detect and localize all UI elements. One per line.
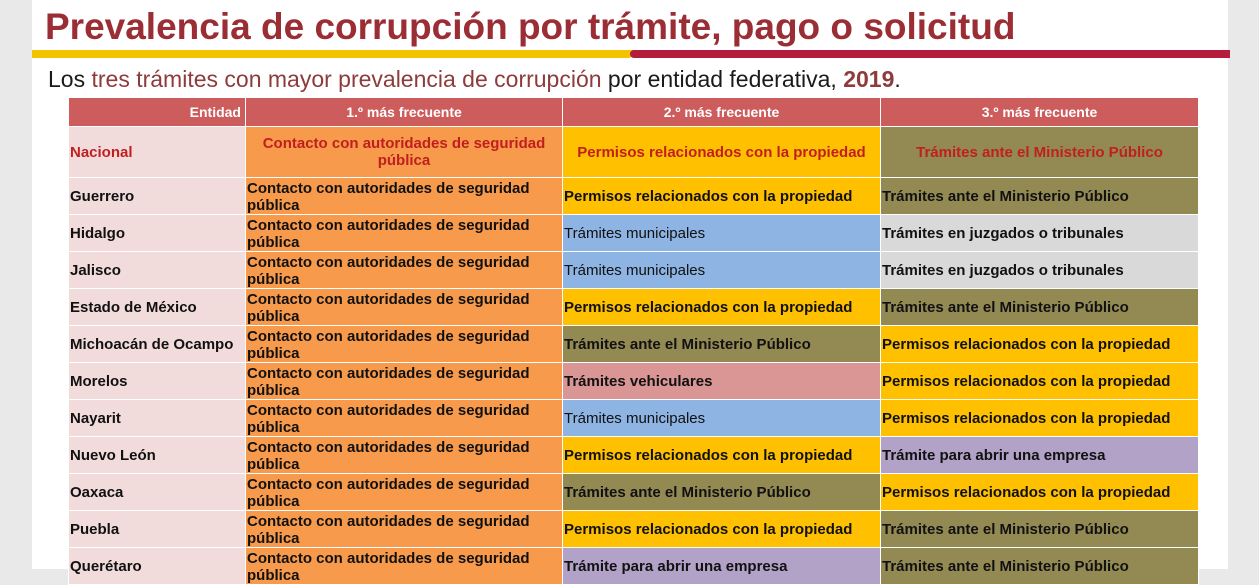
row-third: Permisos relacionados con la propiedad: [881, 363, 1199, 400]
row-first: Contacto con autoridades de seguridad pública: [246, 400, 563, 437]
corruption-table: [68, 97, 1199, 585]
row-second: Trámites municipales: [563, 252, 881, 289]
row-third: Permisos relacionados con la propiedad: [881, 400, 1199, 437]
national-row: [69, 127, 1199, 178]
row-second: Permisos relacionados con la propiedad: [563, 289, 881, 326]
row-entity: Jalisco: [69, 252, 246, 289]
row-third: Permisos relacionados con la propiedad: [881, 326, 1199, 363]
header-third: 3.º más frecuente: [881, 98, 1199, 127]
row-third: Permisos relacionados con la propiedad: [881, 474, 1199, 511]
header-first: 1.º más frecuente: [246, 98, 563, 127]
national-first: Contacto con autoridades de seguridad pública: [246, 127, 563, 178]
header-second: 2.º más frecuente: [563, 98, 881, 127]
row-entity: Guerrero: [69, 178, 246, 215]
table-row: [69, 289, 1199, 326]
table-row: [69, 474, 1199, 511]
row-first: Contacto con autoridades de seguridad pública: [246, 215, 563, 252]
row-first: Contacto con autoridades de seguridad pública: [246, 252, 563, 289]
subtitle-year: 2019: [843, 66, 895, 92]
row-second: Permisos relacionados con la propiedad: [563, 511, 881, 548]
row-second: Trámites ante el Ministerio Público: [563, 474, 881, 511]
subtitle-end: .: [894, 66, 901, 92]
table-row: [69, 215, 1199, 252]
row-entity: Puebla: [69, 511, 246, 548]
table-row: [69, 363, 1199, 400]
page-title: Prevalencia de corrupción por trámite, pago o solicitud: [45, 6, 1016, 47]
title-underline-red: [630, 50, 1230, 58]
table-row: [69, 400, 1199, 437]
row-second: Trámites municipales: [563, 400, 881, 437]
row-second: Trámite para abrir una empresa: [563, 548, 881, 585]
table-row: [69, 437, 1199, 474]
subtitle-mid: por entidad federativa,: [601, 66, 844, 92]
row-second: Trámites ante el Ministerio Público: [563, 326, 881, 363]
table-row: [69, 252, 1199, 289]
row-entity: Nayarit: [69, 400, 246, 437]
row-entity: Hidalgo: [69, 215, 246, 252]
national-second: Permisos relacionados con la propiedad: [563, 127, 881, 178]
row-second: Trámites municipales: [563, 215, 881, 252]
subtitle-pre: Los: [48, 66, 92, 92]
slide-page: [32, 0, 1228, 584]
table-header-row: [69, 98, 1199, 127]
row-entity: Morelos: [69, 363, 246, 400]
row-third: Trámites ante el Ministerio Público: [881, 289, 1199, 326]
row-first: Contacto con autoridades de seguridad pública: [246, 178, 563, 215]
row-first: Contacto con autoridades de seguridad pública: [246, 511, 563, 548]
table-row: [69, 511, 1199, 548]
row-entity: Oaxaca: [69, 474, 246, 511]
row-second: Permisos relacionados con la propiedad: [563, 178, 881, 215]
table-row: [69, 326, 1199, 363]
row-first: Contacto con autoridades de seguridad pública: [246, 326, 563, 363]
row-third: Trámites en juzgados o tribunales: [881, 215, 1199, 252]
row-first: Contacto con autoridades de seguridad pública: [246, 289, 563, 326]
row-first: Contacto con autoridades de seguridad pública: [246, 548, 563, 585]
table-row: [69, 548, 1199, 585]
row-entity: Querétaro: [69, 548, 246, 585]
row-first: Contacto con autoridades de seguridad pública: [246, 363, 563, 400]
title-underline-yellow: [32, 50, 634, 58]
row-second: Trámites vehiculares: [563, 363, 881, 400]
row-third: Trámite para abrir una empresa: [881, 437, 1199, 474]
table-row: [69, 178, 1199, 215]
national-entity: Nacional: [69, 127, 246, 178]
row-entity: Nuevo León: [69, 437, 246, 474]
row-first: Contacto con autoridades de seguridad pública: [246, 474, 563, 511]
subtitle: [48, 66, 901, 93]
subtitle-highlight: tres trámites con mayor prevalencia de corrupción: [91, 66, 602, 92]
national-third: Trámites ante el Ministerio Público: [881, 127, 1199, 178]
row-third: Trámites en juzgados o tribunales: [881, 252, 1199, 289]
row-first: Contacto con autoridades de seguridad pública: [246, 437, 563, 474]
row-entity: Michoacán de Ocampo: [69, 326, 246, 363]
row-third: Trámites ante el Ministerio Público: [881, 548, 1199, 585]
row-third: Trámites ante el Ministerio Público: [881, 178, 1199, 215]
row-third: Trámites ante el Ministerio Público: [881, 511, 1199, 548]
header-entidad: Entidad: [69, 98, 246, 127]
row-second: Permisos relacionados con la propiedad: [563, 437, 881, 474]
row-entity: Estado de México: [69, 289, 246, 326]
